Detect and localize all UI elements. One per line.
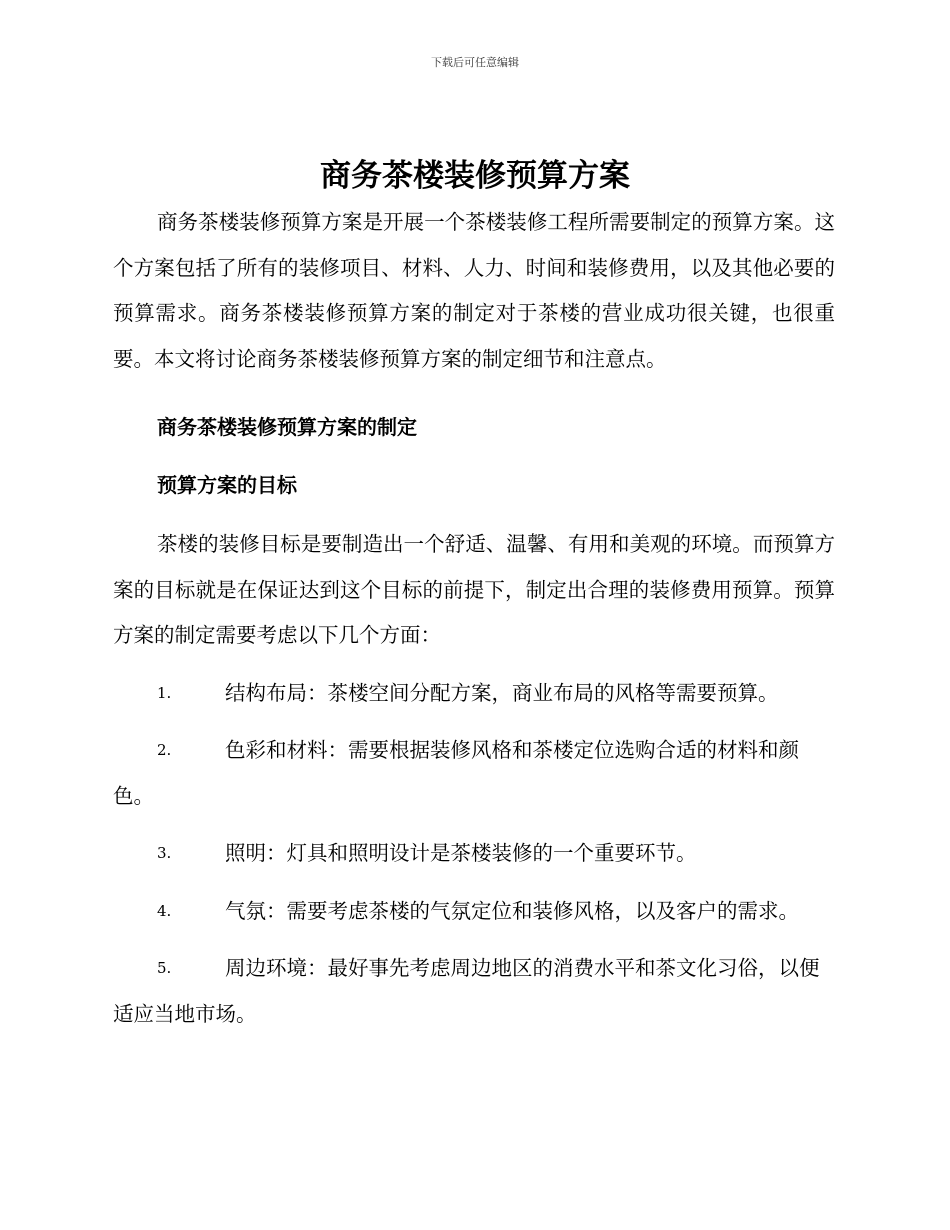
list-item-number: 5. [157, 959, 172, 977]
list-item [113, 831, 835, 877]
list-item-text: 色彩和材料：需要根据装修风格和茶楼定位选购合适的材料和颜色。 [113, 738, 799, 808]
list-item-text: 结构布局：茶楼空间分配方案，商业布局的风格等需要预算。 [225, 680, 779, 705]
list-item-text: 气氛：需要考虑茶楼的气氛定位和装修风格，以及客户的需求。 [225, 898, 799, 923]
subsection-heading: 预算方案的目标 [157, 473, 297, 497]
list-item-number: 1. [157, 683, 172, 702]
list-item [113, 946, 835, 1037]
list-item [113, 671, 835, 717]
list-item [113, 728, 835, 819]
list-item-number: 3. [157, 844, 172, 862]
intro-paragraph: 商务茶楼装修预算方案是开展一个茶楼装修工程所需要制定的预算方案。这个方案包括了所有的装修项目、材料、人力、时间和装修费用，以及其他必要的预算需求。商务茶楼装修预算方案的制定对于茶楼的营业成功很关键，也很重要。本文将讨论商务茶楼装修预算方案的制定细节和注意点。 [113, 210, 835, 371]
section-heading: 商务茶楼装修预算方案的制定 [157, 415, 417, 439]
list-item-text: 照明：灯具和照明设计是茶楼装修的一个重要环节。 [225, 841, 697, 865]
list-item [113, 889, 835, 935]
list-item-number: 2. [157, 741, 172, 759]
list-item-number: 4. [157, 901, 172, 920]
considerations-list [113, 671, 835, 1038]
header-note: 下载后可任意编辑 [431, 56, 519, 69]
list-item-text: 周边环境：最好事先考虑周边地区的消费水平和茶文化习俗，以便适应当地市场。 [113, 956, 820, 1026]
document-title: 商务茶楼装修预算方案 [320, 158, 630, 194]
document-body [113, 200, 835, 1037]
goal-paragraph: 茶楼的装修目标是要制造出一个舒适、温馨、有用和美观的环境。而预算方案的目标就是在保证达到这个目标的前提下，制定出合理的装修费用预算。预算方案的制定需要考虑以下几个方面： [113, 532, 835, 647]
